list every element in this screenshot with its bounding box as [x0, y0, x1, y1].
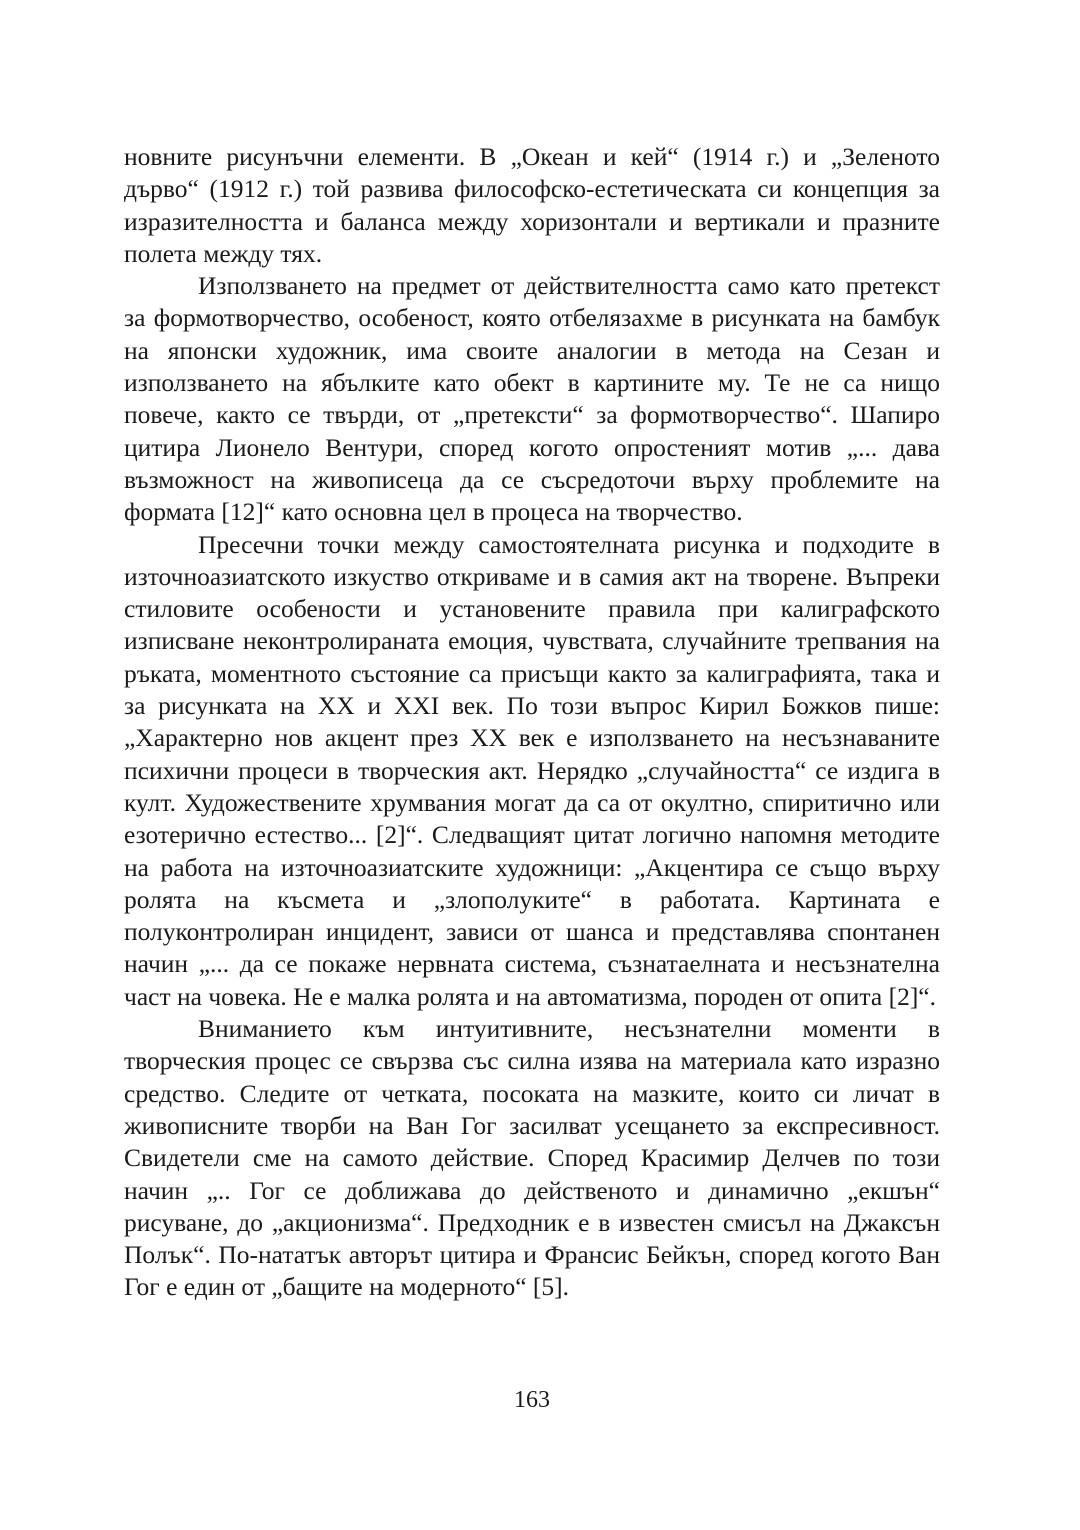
page-number: 163	[514, 1387, 550, 1413]
paragraph-1: новните рисунъчни елементи. В „Океан и кей“ (1914 г.) и „Зеленото дърво“ (1912 г.) той развива философско-естетическата си концепция за изразителността и баланса между хоризонтали и вертикали и празните полета между тях.	[124, 142, 940, 268]
paragraph-3: Пресечни точки между самостоятелната рисунка и подходите в източноазиатското изкуство откриваме и в самия акт на творене. Въпреки стиловите особености и установените правила при калиграфското изписване неконтролираната емоция, чувствата, случайните трепвания на ръката, моментното състояние са присъщи както за калиграфията, така и за рисунката на ХХ и ХХI век. По този въпрос Кирил Божков пише: „Характерно нов акцент през ХХ век е използването на несъзнаваните психични процеси в творческия акт. Нерядко „случайността“ се издига в култ. Художествените хрумвания могат да са от окултно, спиритично или езотерично естество... [2]“. Следващият цитат логично напомня методите на работа на източноазиатските художници: „Акцентира се също върху ролята на късмета и „злополуките“ в работата. Картината е полуконтролиран инцидент, зависи от шанса и представлява спонтанен начин „... да се покаже нервната система, съзнатаелната и несъзнателна част на човека. Не е малка ролята и на автоматизма, породен от опита [2]“.	[124, 529, 940, 1011]
paragraph-2: Използването на предмет от действителността само като претекст за формотворчество, особеност, която отбелязахме в рисунката на бамбук на японски художник, има своите аналогии в метода на Сезан и използването на ябълките като обект в картините му. Те не са нищо повече, както се твърди, от „претексти“ за формотворчество“. Шапиро цитира Лионело Вентури, според когото опростеният мотив „... дава възможност на живописеца да се съсредоточи върху проблемите на формата [12]“ като основна цел в процеса на творчество.	[124, 271, 940, 527]
paragraph-4: Вниманието към интуитивните, несъзнателни моменти в творческия процес се свързва със силна изява на материала като изразно средство. Следите от четката, посоката на мазките, които си личат в живописните творби на Ван Гог засилват усещането за експресивност. Свидетели сме на самото действие. Според Красимир Делчев по този начин „.. Гог се доближава до действеното и динамично „екшън“ рисуване, до „акционизма“. Предходник е в известен смисъл на Джаксън Полък“. По-нататък авторът цитира и Франсис Бейкън, според когото Ван Гог е един от „бащите на модерното“ [5].	[124, 1014, 940, 1302]
body-text	[124, 141, 940, 1304]
